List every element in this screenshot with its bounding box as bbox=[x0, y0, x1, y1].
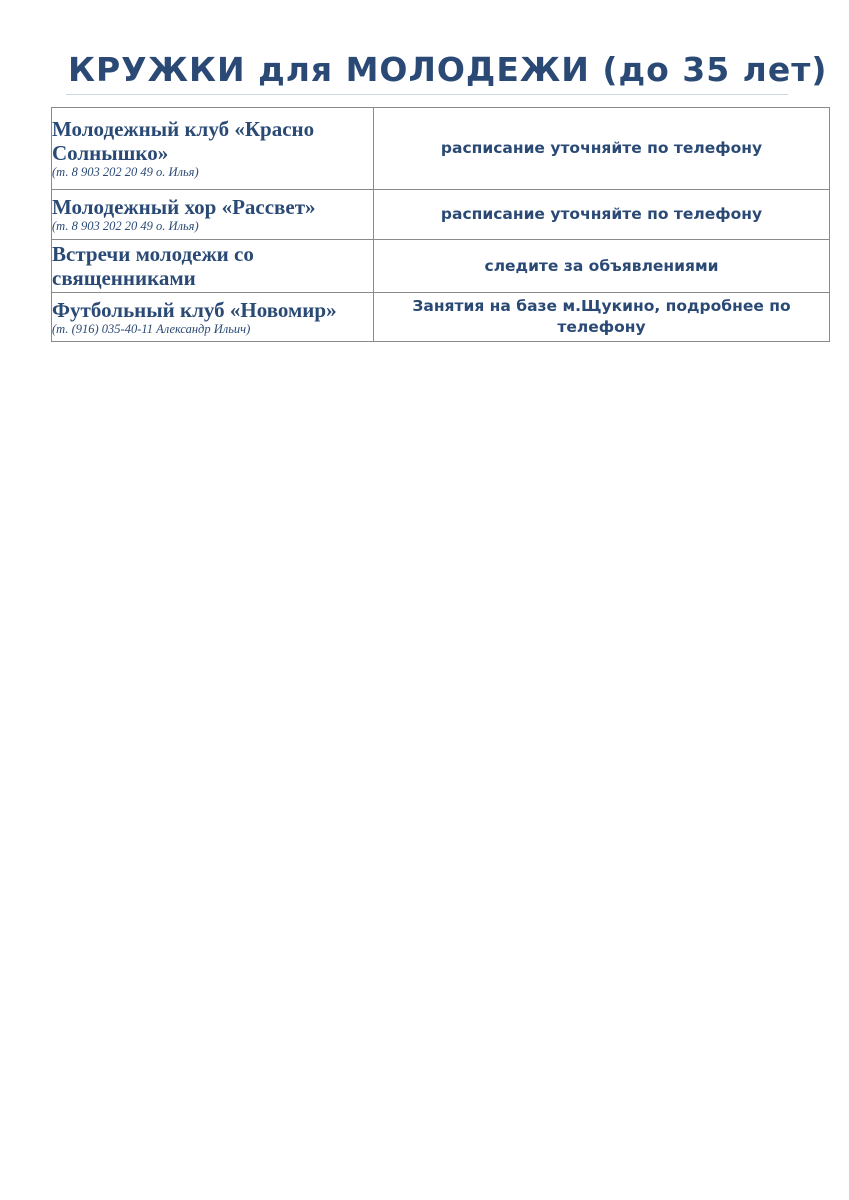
club-name-cell bbox=[52, 190, 374, 240]
club-name-cell bbox=[52, 293, 374, 342]
club-name: Футбольный клуб «Новомир» bbox=[52, 297, 337, 322]
table-row bbox=[52, 108, 830, 190]
club-schedule: расписание уточняйте по телефону bbox=[374, 190, 830, 240]
club-schedule: расписание уточняйте по телефону bbox=[374, 108, 830, 190]
club-contact: (т. (916) 035-40-11 Александр Ильич) bbox=[52, 321, 251, 336]
club-name: Молодежный клуб «Красно Солнышко» bbox=[52, 117, 315, 165]
club-name: Встречи молодежи со священниками bbox=[52, 242, 254, 290]
club-contact: (т. 8 903 202 20 49 о. Илья) bbox=[52, 219, 199, 233]
club-schedule: Занятия на базе м.Щукино, подробнее по телефону bbox=[374, 293, 830, 342]
club-name-cell bbox=[52, 108, 374, 190]
club-contact: (т. 8 903 202 20 49 о. Илья) bbox=[52, 165, 199, 179]
club-name: Молодежный хор «Рассвет» bbox=[52, 195, 316, 219]
table-row bbox=[52, 190, 830, 240]
title-underline bbox=[66, 94, 788, 95]
club-name-cell bbox=[52, 240, 374, 293]
clubs-table bbox=[51, 107, 830, 342]
table-row bbox=[52, 240, 830, 293]
page-title: КРУЖКИ для МОЛОДЕЖИ (до 35 лет) bbox=[68, 50, 828, 89]
table-row bbox=[52, 293, 830, 342]
club-schedule: следите за объявлениями bbox=[374, 240, 830, 293]
